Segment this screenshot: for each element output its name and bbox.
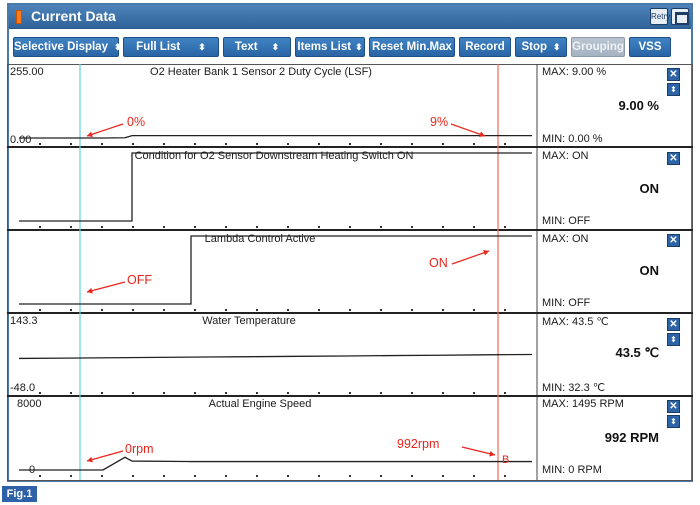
x-tick (473, 143, 475, 145)
toolbar (9, 29, 691, 61)
full-list-button[interactable]: Full List ⬍ (123, 37, 219, 57)
reset-min-max-button[interactable]: Reset Min.Max (369, 37, 455, 57)
min-value: MIN: 0.00 % (542, 133, 603, 145)
x-tick (101, 475, 103, 477)
x-tick (39, 392, 41, 394)
annotation-left: 0rpm (125, 442, 154, 456)
max-value: MAX: ON (542, 150, 589, 162)
x-tick (349, 392, 351, 394)
panel-title: Water Temperature (202, 315, 296, 327)
vss-button[interactable]: VSS (629, 37, 671, 57)
annotation-arrow (87, 451, 123, 461)
x-tick (287, 143, 289, 145)
annotation-right: 9% (430, 115, 449, 129)
x-tick (473, 309, 475, 311)
spinner-icon: ⬍ (198, 42, 206, 52)
annotation-arrowhead (87, 457, 93, 463)
series-line (19, 153, 532, 221)
maximize-icon[interactable] (671, 8, 689, 25)
x-tick (101, 309, 103, 311)
title-marker-icon (16, 10, 22, 24)
panel-title: Actual Engine Speed (208, 398, 312, 410)
stop-button[interactable]: Stop ⬍ (515, 37, 567, 57)
x-tick (287, 392, 289, 394)
x-tick (318, 226, 320, 228)
x-tick (349, 475, 351, 477)
annotation-left: 0% (127, 115, 146, 129)
current-value: 43.5 ℃ (615, 345, 659, 360)
record-button[interactable]: Record (459, 37, 511, 57)
x-tick (39, 143, 41, 145)
series-line (19, 457, 532, 470)
y-min-label: 0 (29, 464, 36, 476)
close-icon[interactable]: ✕ (667, 68, 680, 81)
x-tick (504, 309, 506, 311)
x-tick (473, 475, 475, 477)
annotation-right: ON (429, 256, 448, 270)
x-tick (225, 309, 227, 311)
x-tick (473, 226, 475, 228)
series-line (19, 354, 532, 358)
annotation-arrowhead (87, 288, 93, 294)
x-tick (194, 475, 196, 477)
annotation-arrow (451, 124, 485, 136)
x-tick (318, 143, 320, 145)
data-panels (7, 64, 693, 482)
x-tick (101, 226, 103, 228)
retry-button[interactable]: Retry (650, 8, 668, 25)
spinner-icon: ⬍ (355, 42, 363, 52)
min-value: MIN: 32.3 ℃ (542, 382, 606, 394)
spinner-icon: ⬍ (113, 42, 122, 52)
x-tick (411, 226, 413, 228)
x-tick (380, 392, 382, 394)
close-icon[interactable]: ✕ (667, 400, 680, 413)
x-tick (194, 226, 196, 228)
x-tick (132, 226, 134, 228)
x-tick (380, 143, 382, 145)
annotation-arrow (87, 124, 123, 136)
x-tick (70, 309, 72, 311)
x-tick (504, 475, 506, 477)
text-button[interactable]: Text ⬍ (223, 37, 291, 57)
annotation-arrow (87, 282, 125, 292)
x-tick (194, 309, 196, 311)
x-tick (194, 143, 196, 145)
x-tick (318, 475, 320, 477)
x-tick (256, 392, 258, 394)
x-tick (442, 475, 444, 477)
x-tick (163, 392, 165, 394)
x-tick (504, 392, 506, 394)
x-tick (39, 309, 41, 311)
annotation-arrowhead (489, 451, 495, 457)
x-tick (132, 392, 134, 394)
min-value: MIN: 0 RPM (542, 464, 602, 476)
x-tick (287, 309, 289, 311)
x-tick (163, 226, 165, 228)
x-tick (442, 226, 444, 228)
x-tick (70, 475, 72, 477)
spinner-icon: ⬍ (553, 42, 561, 52)
x-tick (39, 226, 41, 228)
spinner-icon: ⬍ (271, 42, 280, 52)
close-icon[interactable]: ✕ (667, 234, 680, 247)
x-tick (70, 143, 72, 145)
x-tick (225, 143, 227, 145)
close-icon[interactable]: ✕ (667, 318, 680, 331)
panel-title: Lambda Control Active (204, 233, 316, 245)
min-value: MIN: OFF (542, 297, 591, 309)
x-tick (132, 475, 134, 477)
max-value: MAX: 9.00 % (542, 66, 607, 78)
window-title: Current Data (31, 8, 116, 24)
x-tick (256, 309, 258, 311)
x-tick (504, 143, 506, 145)
current-value: 992 RPM (604, 430, 659, 445)
y-max-label: 8000 (17, 398, 42, 410)
y-min-label: 0.00 (10, 134, 32, 146)
x-tick (380, 226, 382, 228)
x-tick (349, 226, 351, 228)
x-tick (411, 143, 413, 145)
series-line (19, 136, 532, 138)
current-value: 9.00 % (618, 98, 659, 113)
x-tick (163, 475, 165, 477)
panel-title: Condition for O2 Sensor Downstream Heating Switch ON (134, 150, 414, 162)
x-tick (101, 143, 103, 145)
panel-title: O2 Heater Bank 1 Sensor 2 Duty Cycle (LSF) (150, 66, 372, 78)
x-tick (380, 309, 382, 311)
x-tick (287, 475, 289, 477)
max-value: MAX: ON (542, 233, 589, 245)
annotation-left: OFF (127, 273, 152, 287)
scale-icon[interactable]: ⬍ (667, 415, 680, 428)
max-value: MAX: 1495 RPM (542, 398, 624, 410)
grouping-button[interactable]: Grouping (571, 37, 625, 57)
figure-label: Fig.1 (2, 486, 37, 502)
x-tick (411, 309, 413, 311)
x-tick (442, 309, 444, 311)
x-tick (473, 392, 475, 394)
scale-icon[interactable]: ⬍ (667, 333, 680, 346)
annotation-arrow (452, 251, 489, 264)
x-tick (132, 143, 134, 145)
x-tick (287, 226, 289, 228)
items-list-button[interactable]: Items List ⬍ (295, 37, 365, 57)
annotation-right: 992rpm (397, 437, 440, 451)
x-tick (194, 392, 196, 394)
x-tick (163, 309, 165, 311)
x-tick (349, 309, 351, 311)
x-tick (163, 143, 165, 145)
x-tick (256, 475, 258, 477)
x-tick (380, 475, 382, 477)
x-tick (101, 392, 103, 394)
selective-display-button[interactable]: Selective Display ⬍ (13, 37, 119, 57)
x-tick (442, 143, 444, 145)
x-tick (225, 392, 227, 394)
x-tick (504, 226, 506, 228)
series-line (19, 236, 532, 304)
x-tick (132, 309, 134, 311)
y-min-label: -48.0 (10, 382, 36, 394)
x-tick (70, 226, 72, 228)
x-tick (318, 392, 320, 394)
max-value: MAX: 43.5 ℃ (542, 316, 609, 328)
x-tick (39, 475, 41, 477)
scale-icon[interactable]: ⬍ (667, 83, 680, 96)
x-tick (256, 143, 258, 145)
title-bar (9, 5, 691, 29)
y-max-label: 255.00 (10, 66, 44, 78)
y-max-label: 143.3 (10, 315, 38, 327)
current-value: ON (639, 263, 659, 278)
x-tick (225, 226, 227, 228)
current-value: ON (639, 181, 659, 196)
x-tick (349, 143, 351, 145)
x-tick (318, 309, 320, 311)
min-value: MIN: OFF (542, 215, 591, 227)
x-tick (411, 392, 413, 394)
x-tick (442, 392, 444, 394)
cursor-marker: B (502, 454, 510, 466)
x-tick (411, 475, 413, 477)
close-icon[interactable]: ✕ (667, 152, 680, 165)
x-tick (70, 392, 72, 394)
x-tick (225, 475, 227, 477)
x-tick (256, 226, 258, 228)
